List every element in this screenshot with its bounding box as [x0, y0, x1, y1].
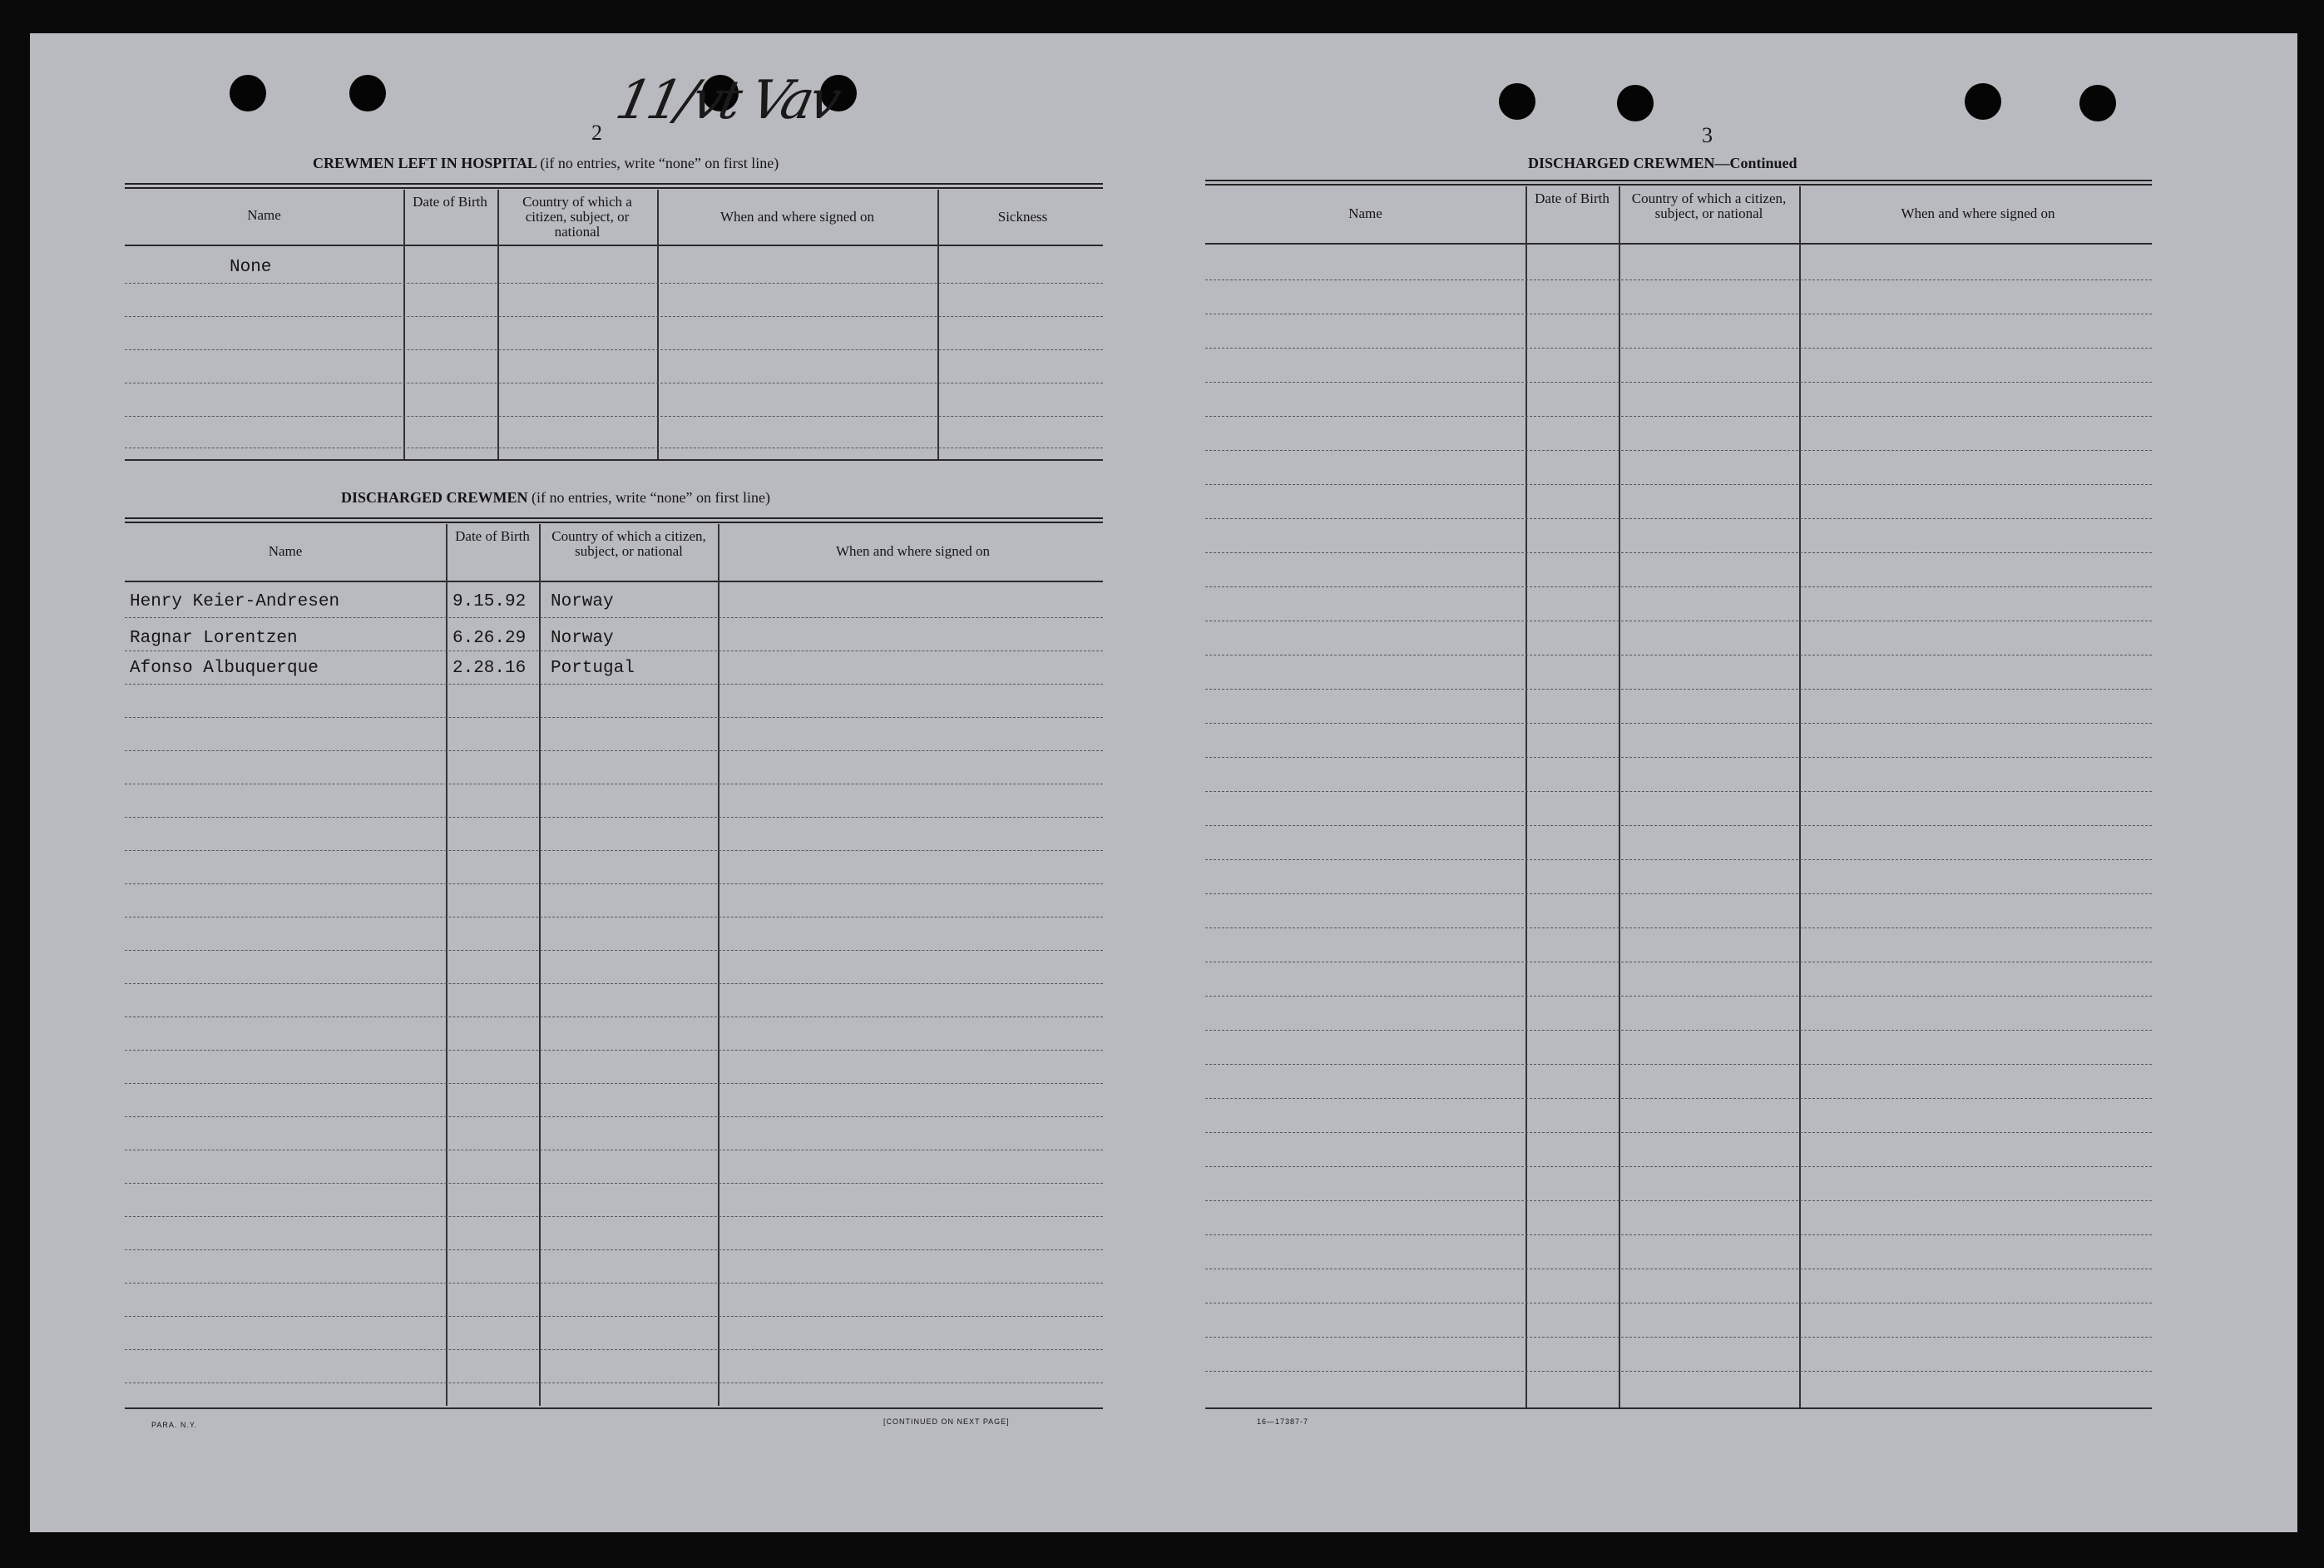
column-header-name: Name — [268, 543, 303, 559]
discharged-continued-title: DISCHARGED CREWMEN—Continued — [1528, 155, 1797, 171]
row-line — [1205, 279, 2152, 280]
row-line — [125, 1283, 1103, 1284]
table-bottom-rule — [125, 1407, 1103, 1409]
column-divider — [497, 190, 499, 459]
column-divider — [539, 524, 541, 1406]
page-number: 2 — [591, 121, 602, 145]
column-header-signed-on: When and where signed on — [1901, 205, 2055, 221]
table-bottom-rule — [1205, 1407, 2152, 1409]
table-top-rule — [1205, 180, 2152, 185]
row-line — [1205, 382, 2152, 383]
row-line — [125, 1050, 1103, 1051]
row-line — [1205, 1030, 2152, 1031]
crewman-name: Ragnar Lorentzen — [130, 629, 298, 648]
column-divider — [718, 524, 719, 1406]
crewman-dob: 6.26.29 — [452, 629, 527, 648]
table-top-rule — [125, 517, 1103, 523]
row-line — [1205, 723, 2152, 724]
row-line — [125, 1316, 1103, 1317]
row-line — [1205, 859, 2152, 860]
column-header-country: Country of which a citizen, subject, or national — [522, 194, 632, 240]
table-bottom-rule — [125, 459, 1103, 461]
form-number: 16—17387-7 — [1257, 1417, 1309, 1426]
column-divider — [1525, 186, 1527, 1407]
row-line — [1205, 1371, 2152, 1372]
row-line — [125, 1349, 1103, 1350]
column-header-dob: Date of Birth — [455, 528, 530, 544]
row-line — [125, 416, 1103, 417]
row-line — [125, 850, 1103, 851]
row-line — [125, 283, 1103, 284]
row-line — [1205, 757, 2152, 758]
table-header-rule — [125, 245, 1103, 246]
crewman-name: Henry Keier-Andresen — [130, 592, 340, 611]
row-line — [1205, 586, 2152, 587]
row-line — [125, 1249, 1103, 1250]
row-line — [125, 883, 1103, 884]
hospital-section-title: CREWMEN LEFT IN HOSPITAL (if no entries, write “none” on first line) — [313, 155, 779, 171]
row-line — [1205, 927, 2152, 928]
row-line — [125, 1083, 1103, 1084]
hospital-entry-name: None — [230, 258, 272, 277]
row-line — [1205, 1200, 2152, 1201]
column-header-signed-on: When and where signed on — [835, 543, 991, 559]
column-header-dob: Date of Birth — [1535, 190, 1609, 206]
row-line — [125, 1116, 1103, 1117]
row-line — [1205, 518, 2152, 519]
row-line — [125, 750, 1103, 751]
crewman-country: Portugal — [551, 659, 635, 678]
row-line — [1205, 416, 2152, 417]
crewman-dob: 9.15.92 — [452, 592, 527, 611]
table-header-rule — [1205, 243, 2152, 245]
continued-note: [CONTINUED ON NEXT PAGE] — [883, 1417, 1010, 1426]
row-line — [125, 1016, 1103, 1017]
row-line — [125, 617, 1103, 618]
row-line — [125, 717, 1103, 718]
column-header-dob: Date of Birth — [413, 194, 487, 210]
column-header-country: Country of which a citizen, subject, or national — [1631, 190, 1787, 221]
row-line — [1205, 1234, 2152, 1235]
row-line — [125, 1216, 1103, 1217]
column-divider — [446, 524, 447, 1406]
document-sheet — [30, 33, 2297, 1532]
row-line — [125, 650, 1103, 651]
column-header-name: Name — [1348, 205, 1382, 221]
column-header-sickness: Sickness — [997, 209, 1048, 225]
row-line — [125, 950, 1103, 951]
row-line — [1205, 996, 2152, 997]
handwritten-annotation: 11/vt Vav — [611, 70, 843, 131]
row-line — [125, 817, 1103, 818]
row-line — [1205, 484, 2152, 485]
table-top-rule — [125, 183, 1103, 189]
row-line — [1205, 552, 2152, 553]
column-header-country: Country of which a citizen, subject, or national — [551, 528, 706, 559]
column-divider — [403, 190, 405, 459]
row-line — [1205, 893, 2152, 894]
column-header-name: Name — [247, 207, 281, 223]
row-line — [125, 983, 1103, 984]
row-line — [1205, 1132, 2152, 1133]
crewman-country: Norway — [551, 629, 614, 648]
column-header-signed-on: When and where signed on — [719, 209, 875, 225]
crewman-name: Afonso Albuquerque — [130, 659, 319, 678]
row-line — [125, 316, 1103, 317]
left-page — [30, 33, 1164, 1532]
column-divider — [1799, 186, 1801, 1407]
row-line — [1205, 1064, 2152, 1065]
row-line — [1205, 1166, 2152, 1167]
column-divider — [937, 190, 939, 459]
right-page — [1164, 33, 2297, 1532]
row-line — [1205, 1337, 2152, 1338]
row-line — [125, 917, 1103, 918]
column-divider — [1619, 186, 1620, 1407]
row-line — [125, 684, 1103, 685]
crewman-country: Norway — [551, 592, 614, 611]
printer-imprint: PARA. N.Y. — [151, 1421, 198, 1429]
row-line — [125, 1183, 1103, 1184]
discharged-section-title: DISCHARGED CREWMEN (if no entries, write “none” on first line) — [341, 489, 770, 506]
column-divider — [657, 190, 659, 459]
table-header-rule — [125, 581, 1103, 582]
crewman-dob: 2.28.16 — [452, 659, 527, 678]
row-line — [1205, 348, 2152, 349]
row-line — [1205, 1098, 2152, 1099]
row-line — [1205, 791, 2152, 792]
row-line — [1205, 689, 2152, 690]
page-number: 3 — [1702, 123, 1713, 147]
row-line — [125, 349, 1103, 350]
row-line — [1205, 825, 2152, 826]
row-line — [1205, 450, 2152, 451]
